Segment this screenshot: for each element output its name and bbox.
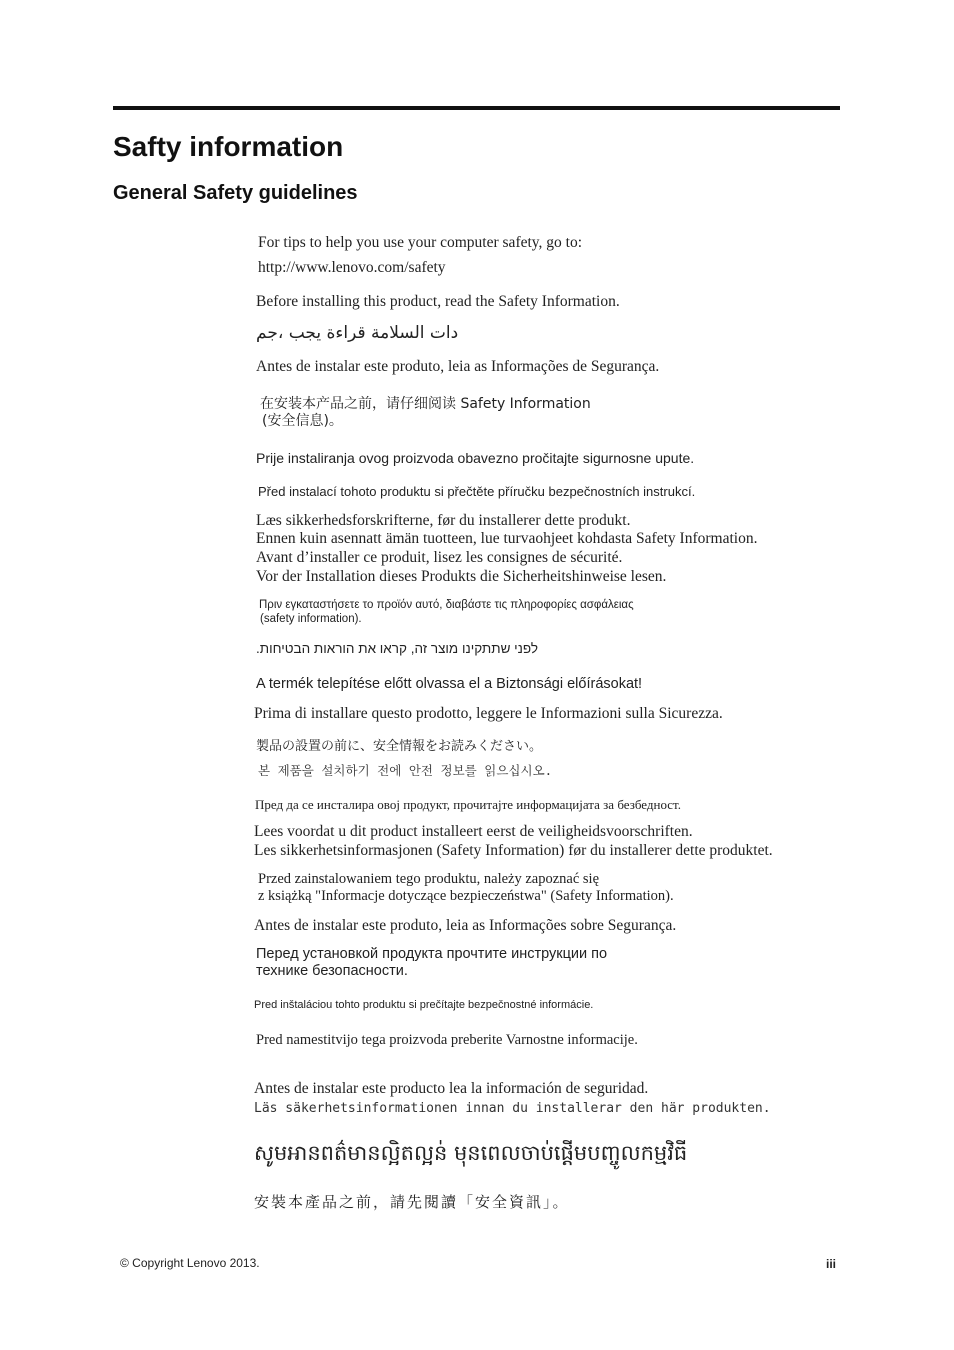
chinese-simplified-notice-2: (安全信息)。 [262, 413, 343, 429]
finnish-notice: Ennen kuin asennatt ämän tuotteen, lue turvaohjeet kohdasta Safety Information. [256, 530, 758, 547]
page-title: Safty information [113, 131, 344, 162]
greek-notice: Πριν εγκαταστήσετε το προϊόν αυτό, διαβάστε τις πληροφορίες ασφάλειας [259, 599, 634, 611]
english-notice: Before installing this product, read the Safety Information. [256, 293, 620, 310]
german-notice: Vor der Installation dieses Produkts die Sicherheitshinweise lesen. [256, 568, 667, 585]
greek-notice-2: (safety information). [260, 613, 362, 625]
french-notice: Avant d’installer ce produit, lisez les consignes de sécurité. [256, 549, 623, 566]
russian-notice-2: технике безопасности. [256, 963, 408, 979]
dutch-notice: Lees voordat u dit product installeert eerst de veiligheidsvoorschriften. [254, 823, 693, 840]
spanish-notice: Antes de instalar este producto lea la información de seguridad. [254, 1080, 649, 1097]
chinese-traditional-notice: 安裝本產品之前，請先閱讀「安全資訊」。 [254, 1193, 570, 1211]
copyright-text: © Copyright Lenovo 2013. [120, 1256, 260, 1270]
portuguese-br-notice: Antes de instalar este produto, leia as Informações de Segurança. [256, 358, 660, 375]
korean-notice: 본 제품을 설치하기 전에 안전 정보를 읽으십시오. [258, 763, 553, 778]
chinese-simplified-notice: 在安装本产品之前，请仔细阅读 Safety Information [260, 396, 591, 412]
safety-tip-line: For tips to help you use your computer safety, go to: [258, 234, 583, 251]
slovak-notice: Pred inštaláciou tohto produktu si prečítajte bezpečnostné informácie. [254, 999, 594, 1011]
slovenian-notice: Pred namestitvijo tega proizvoda preberite Varnostne informacije. [256, 1032, 638, 1048]
danish-notice: Læs sikkerhedsforskrifterne, før du installerer dette produkt. [256, 512, 631, 529]
page-number: iii [826, 1257, 837, 1271]
header-rule [113, 106, 840, 110]
polish-notice-2: z książką "Informacje dotyczące bezpieczeństwa" (Safety Information). [258, 888, 674, 904]
hungarian-notice: A termék telepítése előtt olvassa el a Biztonsági előírásokat! [256, 676, 643, 692]
norwegian-notice: Les sikkerhetsinformasjonen (Safety Information) før du installerer dette produktet. [254, 842, 773, 859]
croatian-notice: Prije instaliranja ovog proizvoda obavezno pročitajte sigurnosne upute. [256, 450, 695, 466]
polish-notice: Przed zainstalowaniem tego produktu, należy zapoznać się [258, 871, 600, 887]
khmer-notice: សូមអានពត៌មានល្អិតល្អន់ មុនពេលចាប់ផ្តើមបញ្ចូលកម្មវិធី [254, 1141, 688, 1165]
arabic-notice: دات السلامة قراءة يجب ،جم [256, 323, 459, 343]
swedish-notice: Läs säkerhetsinformationen innan du installerar den här produkten. [254, 1101, 771, 1116]
portuguese-notice: Antes de instalar este produto, leia as Informações sobre Segurança. [254, 917, 677, 934]
hebrew-notice: לפני שתתקינו מוצר זה, קראו את הוראות הבטיחות. [256, 641, 539, 656]
japanese-notice: 製品の設置の前に、安全情報をお読みください。 [256, 739, 543, 754]
czech-notice: Před instalací tohoto produktu si přečtěte příručku bezpečnostních instrukcí. [258, 484, 696, 499]
section-title: General Safety guidelines [113, 182, 358, 204]
russian-notice: Перед установкой продукта прочтите инструкции по [256, 946, 608, 962]
safety-url-line: http://www.lenovo.com/safety [258, 259, 446, 276]
italian-notice: Prima di installare questo prodotto, leggere le Informazioni sulla Sicurezza. [254, 705, 723, 722]
macedonian-notice: Пред да се инсталира овој продукт, прочитајте информацијата за безбедност. [255, 797, 681, 812]
